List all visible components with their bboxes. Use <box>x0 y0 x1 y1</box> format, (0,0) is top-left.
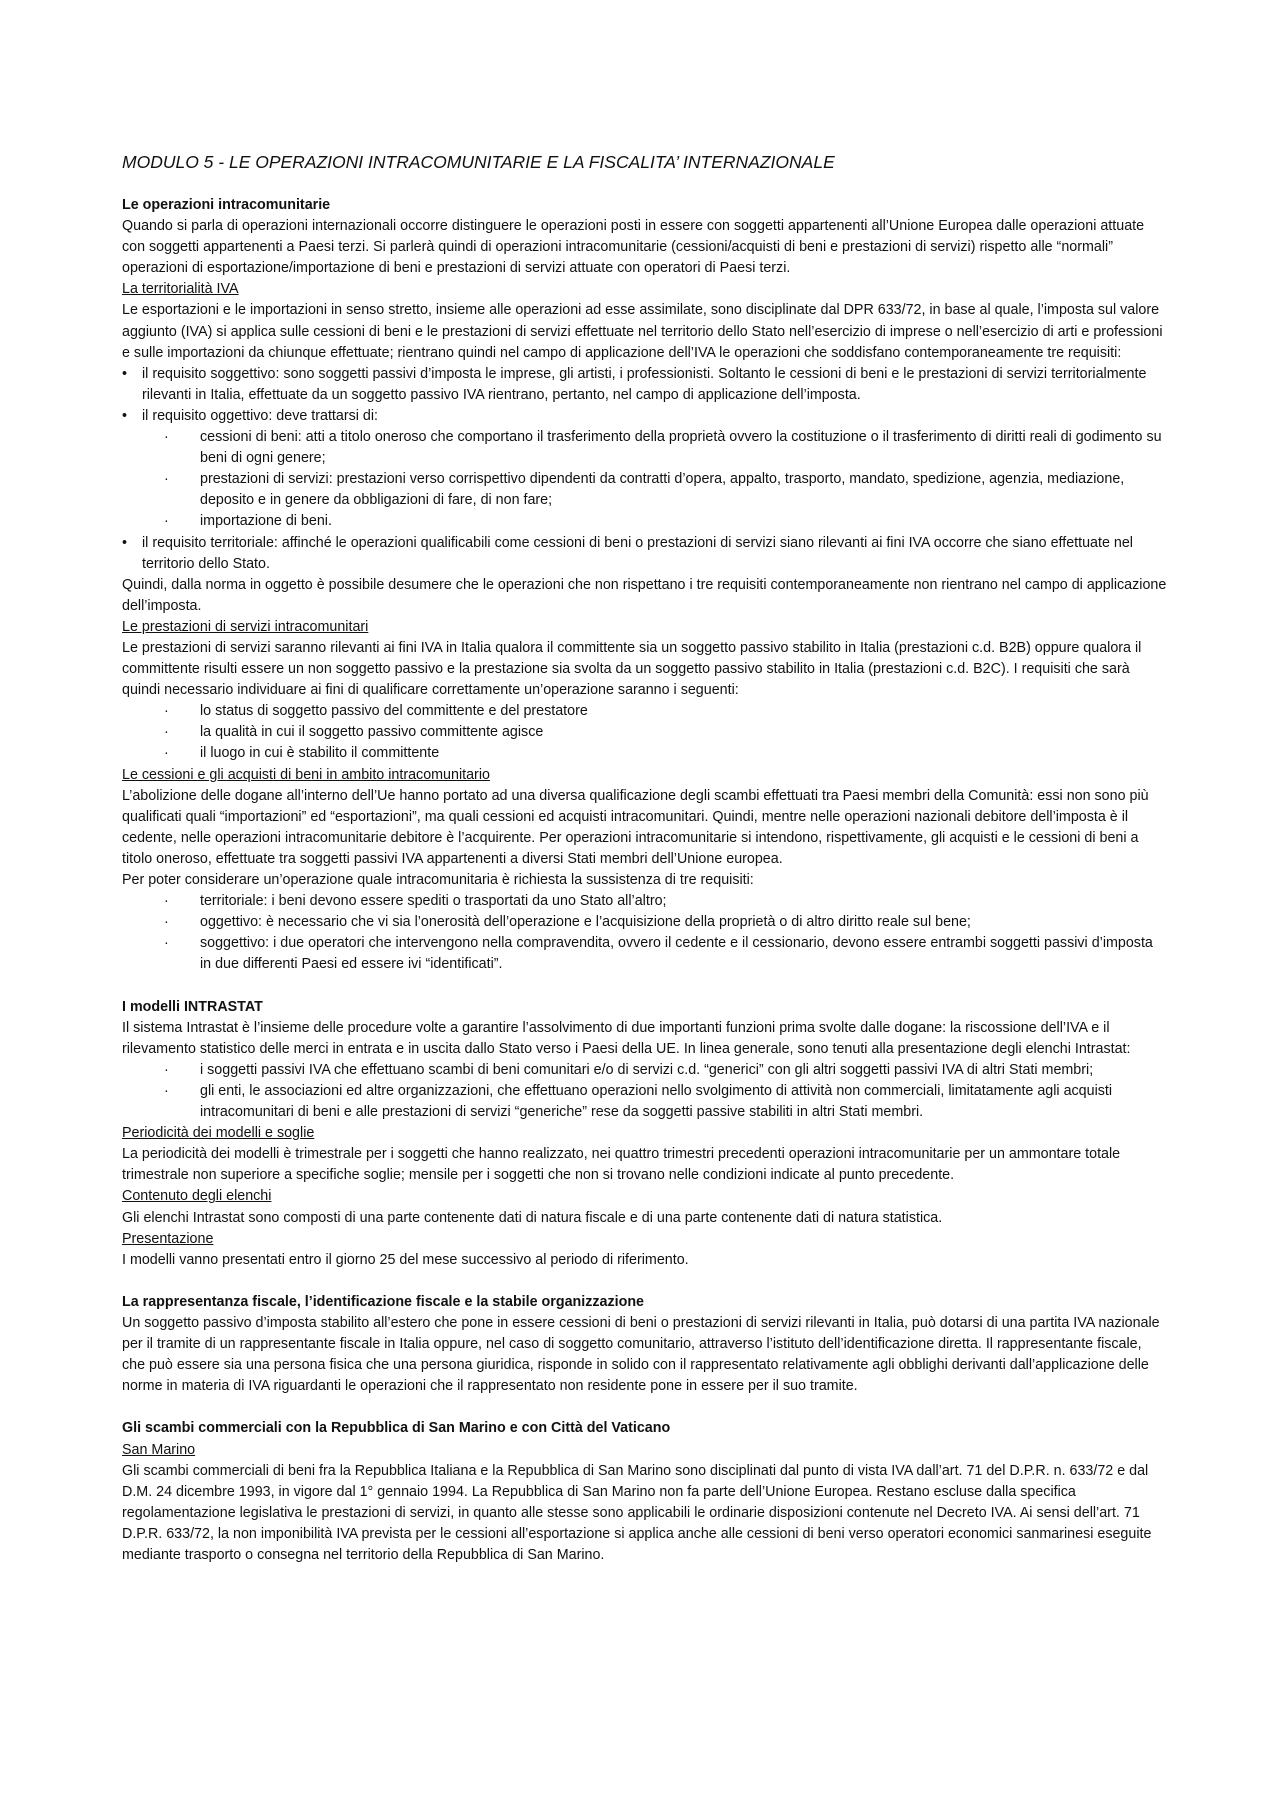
paragraph: Gli scambi commerciali di beni fra la Repubblica Italiana e la Repubblica di San Marino sono disciplinati dal punto di vista IVA dall’art. 71 del D.P.R. n. 633/72 e dal D.M. 24 dicembre 1993, in vigore dal 1° gennaio 1994. La Repubblica di San Marino non fa parte dell’Unione Europea. Restano escluse dalla specifica regolamentazione legislativa le prestazioni di servizi, in quanto alle stesse sono applicabili le ordinarie disposizioni contenute nel Decreto IVA. Ai sensi dell’art. 71 D.P.R. 633/72, la non imponibilità IVA prevista per le cessioni all’esportazione si applica anche alle cessioni di beni verso operatori economici sanmarinesi eseguite mediante trasporto o consegna nel territorio della Repubblica di San Marino. <box>122 1462 1152 1563</box>
subheading-contenuto: Contenuto degli elenchi <box>122 1188 272 1205</box>
paragraph: Quando si parla di operazioni internazionali occorre distinguere le operazioni posti in essere con soggetti appartenenti all’Unione Europea dalle operazioni attuate con soggetti appartenenti a Paesi terzi. Si parlerà quindi di operazioni intracomunitarie (cessioni/acquisti di beni e prestazioni di servizi) rispetto alle “normali” operazioni di esportazione/importazione di beni e prestazioni di servizi attuate con operatori di Paesi terzi. <box>122 218 1145 277</box>
subheading-prestazioni: Le prestazioni di servizi intracomunitari <box>122 618 369 635</box>
document-title: MODULO 5 - LE OPERAZIONI INTRACOMUNITARIE E LA FISCALITA’ INTERNAZIONALE <box>122 152 835 172</box>
paragraph: L’abolizione delle dogane all’interno dell’Ue hanno portato ad una diversa qualificazione degli scambi effettuati tra Paesi membri della Comunità: essi non sono più qualificati quali “importazioni” ed “esportazioni”, ma quali cessioni ed acquisti intracomunitari. Quindi, mentre nelle operazioni nazionali debitore dell’imposta è il cedente, nelle operazioni intracomunitarie debitore è l’acquirente. Per operazioni intracomunitarie si intendono, rispettivamente, gli acquisti e le cessioni di beni a titolo oneroso, effettuate tra soggetti passivi IVA appartenenti a diversi Stati membri dell’Unione europea. <box>122 787 1149 867</box>
bullet-marker: • <box>122 365 128 382</box>
list-text: cessioni di beni: atti a titolo oneroso che comportano il trasferimento della proprietà ovvero la costituzione o il trasferimento di diritti reali di godimento su beni di ogni genere; <box>200 429 1162 467</box>
list-text: lo status di soggetto passivo del committente e del prestatore <box>200 703 588 720</box>
section-heading-intrastat: I modelli INTRASTAT <box>122 998 263 1015</box>
bullet-text: il requisito soggettivo: sono soggetti passivi d’imposta le imprese, gli artisti, i professionisti. Soltanto le cessioni di beni e le prestazioni di servizi territorialmente rilevanti in Italia, effettuate da un soggetto passivo IVA rientrano, pertanto, nel campo di applicazione dell’imposta. <box>142 365 1147 403</box>
list-item <box>122 743 1167 764</box>
list-item <box>122 469 1167 511</box>
paragraph: Per poter considerare un’operazione quale intracomunitaria è richiesta la sussistenza di tre requisiti: <box>122 872 754 888</box>
list-marker: · <box>164 513 169 530</box>
section-heading-rappresentanza: La rappresentanza fiscale, l’identificazione fiscale e la stabile organizzazione <box>122 1293 645 1310</box>
bullet-item <box>122 364 1167 406</box>
spacer <box>122 975 1167 996</box>
list-marker: · <box>164 893 169 910</box>
paragraph: Quindi, dalla norma in oggetto è possibile desumere che le operazioni che non rispettano i tre requisiti contemporaneamente non rientrano nel campo di applicazione dell’imposta. <box>122 576 1167 614</box>
list-item <box>122 891 1167 912</box>
bullet-item <box>122 533 1167 575</box>
list-marker: · <box>164 745 169 762</box>
list-item <box>122 1060 1167 1081</box>
section-heading-intracomunitarie: Le operazioni intracomunitarie <box>122 197 331 213</box>
list-marker: · <box>164 724 169 741</box>
spacer <box>122 1271 1167 1292</box>
list-item <box>122 1081 1167 1123</box>
list-text: territoriale: i beni devono essere spediti o trasportati da uno Stato all’altro; <box>200 893 667 910</box>
list-marker: · <box>164 914 169 931</box>
list-marker: · <box>164 471 169 488</box>
list-text: soggettivo: i due operatori che intervengono nella compravendita, ovvero il cedente e il cessionario, devono essere entrambi soggetti passivi d’imposta in due differenti Paesi ed essere ivi “identificati”. <box>200 935 1153 973</box>
paragraph: Le esportazioni e le importazioni in senso stretto, insieme alle operazioni ad esse assimilate, sono disciplinate dal DPR 633/72, in base al quale, l’imposta sul valore aggiunto (IVA) si applica sulle cessioni di beni e le prestazioni di servizi effettuate nel territorio dello Stato nell’esercizio di imprese o nell’esercizio di arti e professioni e sulle importazioni da chiunque effettuate; rientrano quindi nel campo di applicazione dell’IVA le operazioni che soddisfano contemporaneamente tre requisiti: <box>122 302 1163 361</box>
bullet-marker: • <box>122 534 128 551</box>
list-marker: · <box>164 935 169 952</box>
bullet-item <box>122 406 1167 427</box>
list-marker: · <box>164 1061 169 1078</box>
list-text: importazione di beni. <box>200 513 332 530</box>
subheading-san-marino: San Marino <box>122 1441 196 1458</box>
bullet-text: il requisito territoriale: affinché le operazioni qualificabili come cessioni di beni o prestazioni di servizi siano rilevanti ai fini IVA occorre che siano effettuate nel territorio dello Stato. <box>142 534 1133 572</box>
list-text: la qualità in cui il soggetto passivo committente agisce <box>200 724 544 741</box>
bullet-marker: • <box>122 407 128 424</box>
subheading-periodicita: Periodicità dei modelli e soglie <box>122 1125 315 1142</box>
list-text: il luogo in cui è stabilito il committente <box>200 745 440 762</box>
spacer <box>122 1397 1167 1418</box>
list-item <box>122 511 1167 532</box>
document-page <box>122 150 1167 1566</box>
list-item <box>122 701 1167 722</box>
subheading-presentazione: Presentazione <box>122 1230 214 1247</box>
list-text: prestazioni di servizi: prestazioni verso corrispettivo dipendenti da contratti d’opera, appalto, trasporto, mandato, spedizione, agenzia, mediazione, deposito e in genere da obbligazioni di fare, di non fare; <box>200 471 1125 509</box>
list-text: i soggetti passivi IVA che effettuano scambi di beni comunitari e/o di servizi c.d. “generici” con gli altri soggetti passivi IVA di altri Stati membri; <box>200 1061 1094 1078</box>
subheading-cessioni: Le cessioni e gli acquisti di beni in ambito intracomunitario <box>122 766 490 783</box>
list-item <box>122 427 1167 469</box>
paragraph: Le prestazioni di servizi saranno rilevanti ai fini IVA in Italia qualora il committente sia un soggetto passivo stabilito in Italia (prestazioni c.d. B2B) oppure qualora il committente risulti essere un non soggetto passivo e la prestazione sia svolta da un soggetto passivo stabilito in Italia (prestazioni c.d. B2C). I requisiti che sarà quindi necessario individuare ai fini di qualificare correttamente un’operazione saranno i seguenti: <box>122 639 1142 699</box>
list-text: gli enti, le associazioni ed altre organizzazioni, che effettuano operazioni nello svolgimento di attività non commerciali, limitatamente agli acquisti intracomunitari di beni e alle prestazioni di servizi “generiche” rese da soggetti passive stabiliti in altri Stati membri. <box>200 1082 1113 1121</box>
paragraph: I modelli vanno presentati entro il giorno 25 del mese successivo al periodo di riferimento. <box>122 1251 689 1268</box>
paragraph: Gli elenchi Intrastat sono composti di una parte contenente dati di natura fiscale e di una parte contenente dati di natura statistica. <box>122 1209 943 1226</box>
list-text: oggettivo: è necessario che vi sia l’onerosità dell’operazione e l’acquisizione della proprietà o di altro diritto reale sul bene; <box>200 914 971 931</box>
subheading-territorialita: La territorialità IVA <box>122 281 239 298</box>
section-heading-san-marino-vaticano: Gli scambi commerciali con la Repubblica di San Marino e con Città del Vaticano <box>122 1420 671 1437</box>
list-item <box>122 933 1167 975</box>
paragraph: Il sistema Intrastat è l’insieme delle procedure volte a garantire l’assolvimento di due importanti funzioni prima svolte dalle dogane: la riscossione dell’IVA e il rilevamento statistico delle merci in entrata e in uscita dallo Stato verso i Paesi della UE. In linea generale, sono tenuti alla presentazione degli elenchi Intrastat: <box>122 1019 1131 1057</box>
list-marker: · <box>164 1082 169 1099</box>
list-item <box>122 912 1167 933</box>
list-item <box>122 722 1167 743</box>
paragraph: La periodicità dei modelli è trimestrale per i soggetti che hanno realizzato, nei quattro trimestri precedenti operazioni intracomunitarie per un ammontare totale trimestrale non superiore a specifiche soglie; mensile per i soggetti che non si trovano nelle condizioni indicate al punto precedente. <box>122 1146 1121 1184</box>
list-marker: · <box>164 429 169 446</box>
bullet-text: il requisito oggettivo: deve trattarsi di: <box>142 407 379 424</box>
paragraph: Un soggetto passivo d’imposta stabilito all’estero che pone in essere cessioni di beni o prestazioni di servizi rilevanti in Italia, può dotarsi di una partita IVA nazionale per il tramite di un rappresentante fiscale in Italia oppure, nel caso di soggetto comunitario, attraverso l’istituto dell’identificazione diretta. Il rappresentante fiscale, che può essere sia una persona fisica che una persona giuridica, risponde in solido con il rappresentato relativamente agli obblighi derivanti dall’applicazione delle norme in materia di IVA riguardanti le operazioni che il rappresentato non residente pone in essere per il suo tramite. <box>122 1314 1160 1395</box>
list-marker: · <box>164 703 169 720</box>
